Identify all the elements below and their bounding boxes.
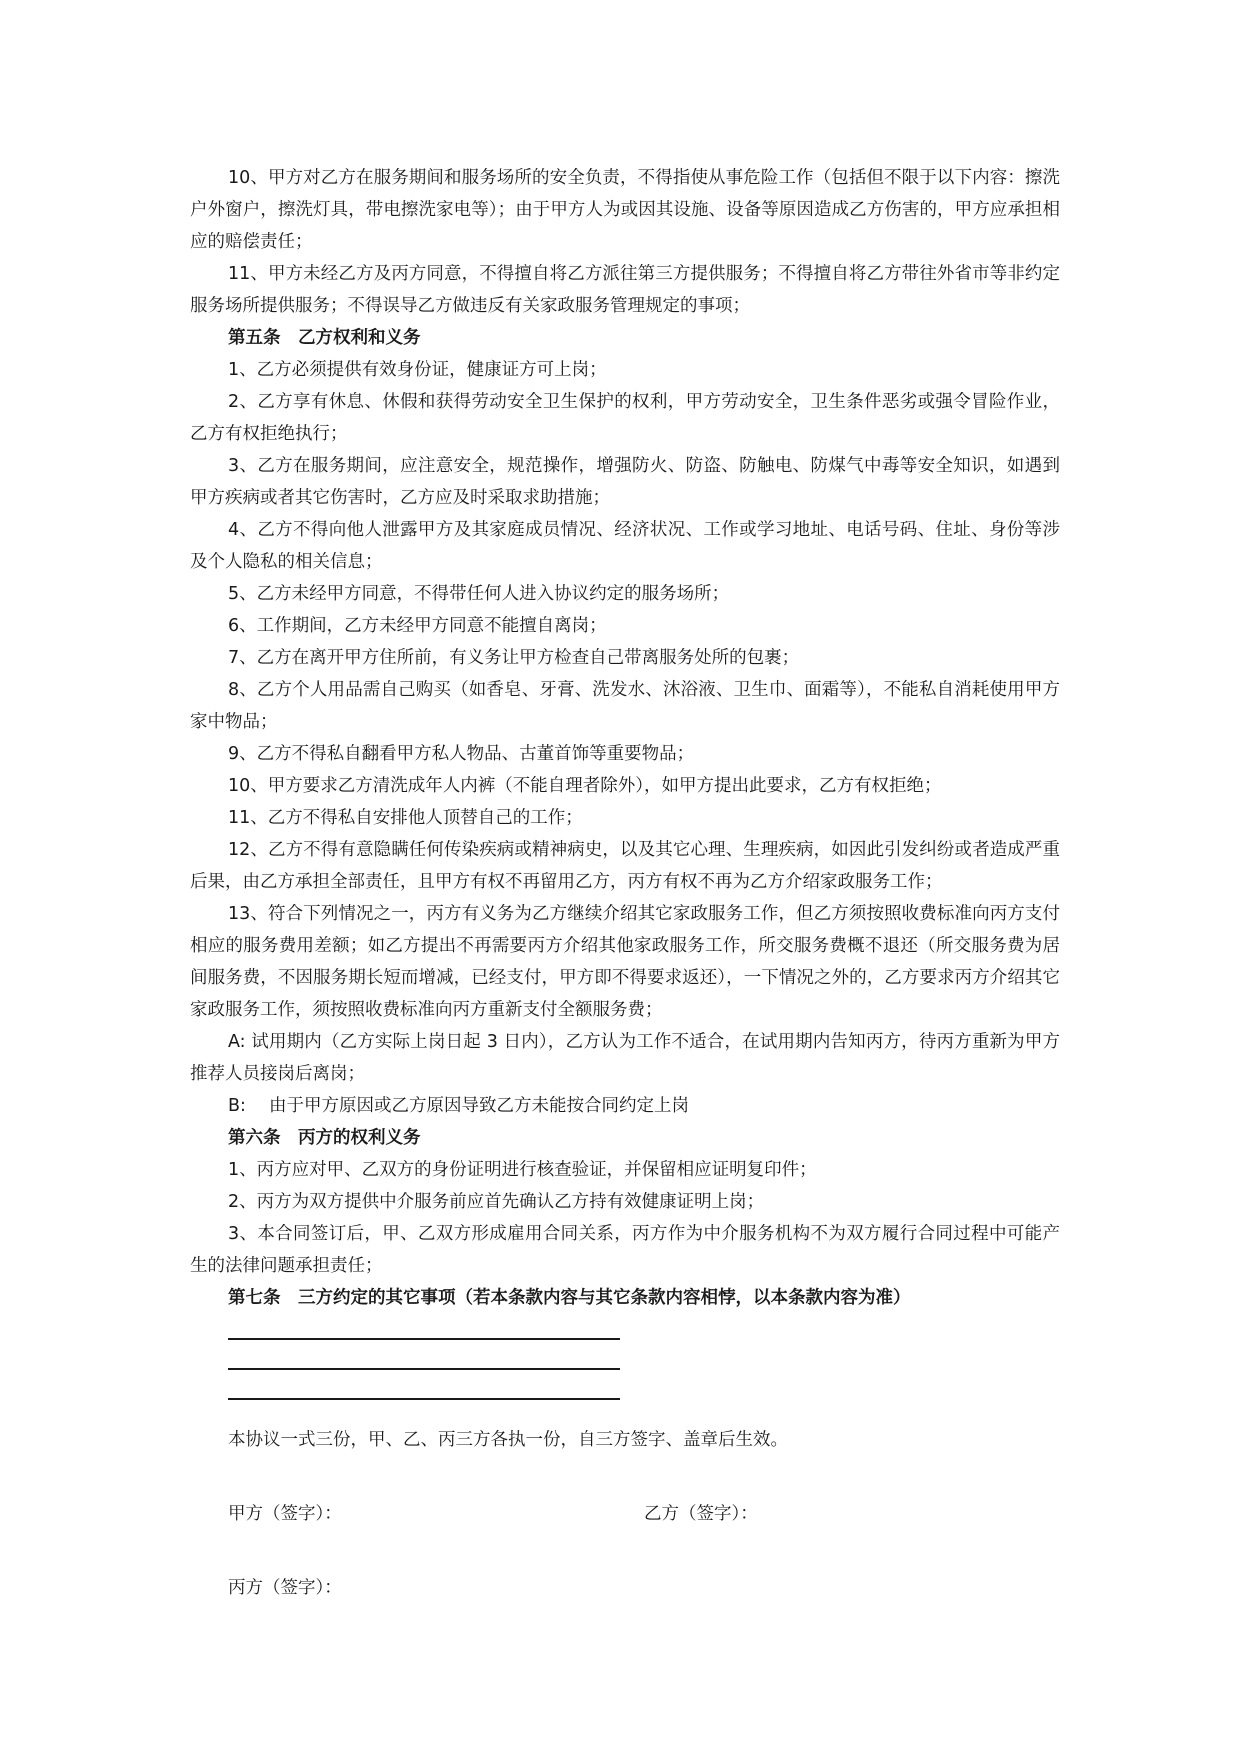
clause-item: 1、乙方必须提供有效身份证，健康证方可上岗；: [228, 360, 607, 380]
clause-item: 2、丙方为双方提供中介服务前应首先确认乙方持有效健康证明上岗；: [228, 1192, 765, 1212]
section-7-title: 第七条 三方约定的其它事项（若本条款内容与其它条款内容相悖，以本条款内容为准）: [228, 1288, 911, 1308]
section-5-title: 第五条 乙方权利和义务: [228, 328, 421, 348]
clause-item: A: 试用期内（乙方实际上岗日起 3 日内），乙方认为工作不适合，在试用期内告知丙方，待丙方重新为甲方推荐人员接岗后离岗；: [190, 1032, 1060, 1084]
clause-item: 8、乙方个人用品需自己购买（如香皂、牙膏、洗发水、沐浴液、卫生巾、面霜等），不能私自消耗使用甲方家中物品；: [190, 680, 1060, 732]
clause-item: 12、乙方不得有意隐瞒任何传染疾病或精神病史，以及其它心理、生理疾病，如因此引发纠纷或者造成严重后果，由乙方承担全部责任，且甲方有权不再留用乙方，丙方有权不再为乙方介绍家政服务工作；: [190, 840, 1060, 892]
fill-in-lines: [190, 1338, 1060, 1400]
clause-item: B: 由于甲方原因或乙方原因导致乙方未能按合同约定上岗: [228, 1096, 689, 1116]
clause-item: 13、符合下列情况之一，丙方有义务为乙方继续介绍其它家政服务工作，但乙方须按照收费标准向丙方支付相应的服务费用差额；如乙方提出不再需要丙方介绍其他家政服务工作，所交服务费概不退还（所交服务费为居间服务费，不因服务期长短而增减，已经支付，甲方即不得要求返还），一下情况之外的，乙方要求丙方介绍其它家政服务工作，须按照收费标准向丙方重新支付全额服务费；: [190, 904, 1060, 1020]
clause-item: 3、乙方在服务期间，应注意安全，规范操作，增强防火、防盗、防触电、防煤气中毒等安全知识，如遇到甲方疾病或者其它伤害时，乙方应及时采取求助措施；: [190, 456, 1060, 508]
signature-row: [190, 1572, 1060, 1604]
signature-row: [190, 1498, 1060, 1530]
clause-paragraph: 11、甲方未经乙方及丙方同意，不得擅自将乙方派往第三方提供服务；不得擅自将乙方带往外省市等非约定服务场所提供服务；不得误导乙方做违反有关家政服务管理规定的事项；: [190, 264, 1060, 316]
clause-item: 10、甲方要求乙方清洗成年人内裤（不能自理者除外），如甲方提出此要求，乙方有权拒绝；: [228, 776, 942, 796]
party-a-signature: 甲方（签字）：: [228, 1504, 342, 1524]
fill-in-line[interactable]: [228, 1338, 620, 1340]
party-b-signature: 乙方（签字）：: [644, 1504, 758, 1524]
clause-item: 1、丙方应对甲、乙双方的身份证明进行核查验证，并保留相应证明复印件；: [228, 1160, 817, 1180]
clause-item: 4、乙方不得向他人泄露甲方及其家庭成员情况、经济状况、工作或学习地址、电话号码、住址、身份等涉及个人隐私的相关信息；: [190, 520, 1060, 572]
clause-item: 2、乙方享有休息、休假和获得劳动安全卫生保护的权利，甲方劳动安全，卫生条件恶劣或强令冒险作业，乙方有权拒绝执行；: [190, 392, 1060, 444]
document-page: [190, 162, 1060, 1604]
clause-paragraph: 10、甲方对乙方在服务期间和服务场所的安全负责，不得指使从事危险工作（包括但不限于以下内容：擦洗户外窗户，擦洗灯具，带电擦洗家电等）；由于甲方人为或因其设施、设备等原因造成乙方伤害的，甲方应承担相应的赔偿责任；: [190, 168, 1060, 252]
party-c-signature: 丙方（签字）：: [228, 1578, 342, 1598]
section-6-title: 第六条 丙方的权利义务: [228, 1128, 421, 1148]
fill-in-line[interactable]: [228, 1368, 620, 1370]
clause-item: 11、乙方不得私自安排他人顶替自己的工作；: [228, 808, 583, 828]
clause-item: 3、本合同签订后，甲、乙双方形成雇用合同关系，丙方作为中介服务机构不为双方履行合同过程中可能产生的法律问题承担责任；: [190, 1224, 1060, 1276]
fill-in-line[interactable]: [228, 1398, 620, 1400]
effect-statement: 本协议一式三份，甲、乙、丙三方各执一份，自三方签字、盖章后生效。: [228, 1430, 788, 1450]
clause-item: 9、乙方不得私自翻看甲方私人物品、古董首饰等重要物品；: [228, 744, 695, 764]
clause-item: 6、工作期间，乙方未经甲方同意不能擅自离岗；: [228, 616, 607, 636]
clause-item: 7、乙方在离开甲方住所前，有义务让甲方检查自己带离服务处所的包裹；: [228, 648, 800, 668]
clause-item: 5、乙方未经甲方同意，不得带任何人进入协议约定的服务场所；: [228, 584, 730, 604]
